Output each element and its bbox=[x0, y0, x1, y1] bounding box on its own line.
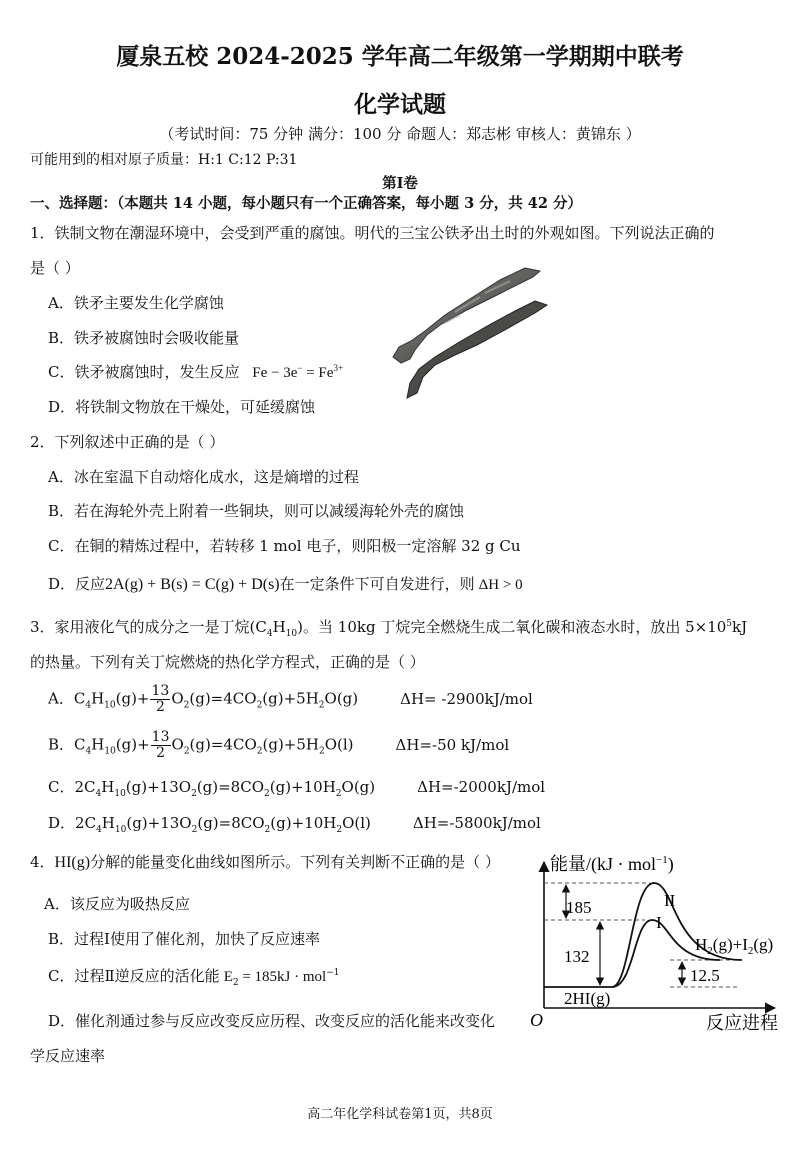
q2-option-a: A．冰在室温下自动熔化成水，这是熵增的过程 bbox=[48, 468, 359, 486]
q3-option-d-dh: ΔH=-5800kJ/mol bbox=[412, 814, 541, 832]
curve-II-label: II bbox=[664, 891, 676, 910]
q3-option-c-dh: ΔH=-2000kJ/mol bbox=[417, 778, 546, 796]
q3-stem-line2: 的热量。下列有关丁烷燃烧的热化学方程式，正确的是（ ） bbox=[30, 653, 425, 671]
q1-stem-line2: 是（ ） bbox=[30, 259, 80, 277]
volume-heading: 第Ⅰ卷 bbox=[382, 175, 418, 192]
exam-subtitle: 化学试题 bbox=[354, 91, 446, 118]
q4-option-a: A．该反应为吸热反应 bbox=[44, 895, 190, 913]
q4-option-d-line1: D．催化剂通过参与反应改变反应历程、改变反应的活化能来改变化 bbox=[48, 1012, 496, 1030]
origin-label: O bbox=[530, 1010, 543, 1030]
q3-option-a-dh: ΔH= -2900kJ/mol bbox=[400, 689, 533, 708]
q2-option-d bbox=[48, 573, 523, 594]
q3-option-a-fraction: $\frac{13}{2}$ bbox=[151, 683, 170, 715]
value-185: 185 bbox=[566, 898, 592, 917]
q3-option-b-dh: ΔH=-50 kJ/mol bbox=[395, 735, 510, 754]
q3-option-c: C．$2C_4H_{10}(g)+13O_2(g)=8CO_2(g)+10H_2O(g)$ ΔH=-2000kJ/mol bbox=[48, 778, 546, 799]
value-132: 132 bbox=[564, 947, 590, 966]
atomic-masses: 可能用到的相对原子质量：H:1 C:12 P:31 bbox=[30, 152, 298, 168]
q2-option-d-condition: ΔH > 0 bbox=[478, 577, 523, 593]
q3-option-a: A．$C_4H_{10}(g)+$ $\frac{13}{2}$ $O_2(g)=4CO_2(g)+5H_2O(g)$ ΔH= -2900kJ/mol bbox=[48, 683, 533, 715]
reactant-label: 2HI(g) bbox=[564, 989, 611, 1008]
q2-option-d-text: 在一定条件下可自发进行，则 bbox=[279, 575, 475, 593]
value-12-5: 12.5 bbox=[690, 966, 720, 985]
q4-option-d-line2: 学反应速率 bbox=[30, 1047, 106, 1065]
y-axis-label: 能量/(kJ · mol$^{-1}$) bbox=[550, 854, 674, 874]
q4-stem: 4．HI(g)分解的能量变化曲线如图所示。下列有关判断不正确的是（ ） bbox=[30, 853, 500, 871]
exam-title: 厦泉五校 2024-2025 学年高二年级第一学期期中联考 bbox=[116, 43, 684, 70]
q2-option-d-equation: 2A(g) + B(s) = C(g) + D(s) bbox=[105, 576, 280, 593]
q2-stem: 2．下列叙述中正确的是（ ） bbox=[30, 433, 225, 451]
q3-stem-line1: 3．家用液化气的成分之一是丁烷$(C_4H_{10})$。当 10kg 丁烷完全燃烧生成二氧化碳和液态水时，放出 $5\times 10^5kJ$ bbox=[30, 618, 748, 639]
x-axis-label: 反应进程 bbox=[706, 1013, 778, 1033]
q1-option-b: B．铁矛被腐蚀时会吸收能量 bbox=[48, 329, 240, 347]
product-label: $H_2(g)+I_2(g)$ bbox=[695, 935, 774, 957]
q3-option-b-fraction: $\frac{13}{2}$ bbox=[151, 729, 170, 761]
exam-info: （考试时间：75 分钟 满分：100 分 命题人：郑志彬 审核人：黄锦东 ） bbox=[159, 125, 641, 143]
q1-option-a: A．铁矛主要发生化学腐蚀 bbox=[48, 294, 224, 312]
q1-option-c bbox=[48, 361, 343, 382]
section-heading: 一、选择题：（本题共 14 小题，每小题只有一个正确答案，每小题 3 分，共 42 分） bbox=[30, 195, 582, 212]
q1-option-c-text: C．铁矛被腐蚀时，发生反应 bbox=[48, 363, 240, 381]
q1-stem-line1: 1．铁制文物在潮湿环境中，会受到严重的腐蚀。明代的三宝公铁矛出土时的外观如图。下列说法正确的 bbox=[30, 224, 715, 242]
page-footer: 高二年化学科试卷第1页，共8页 bbox=[307, 1107, 493, 1122]
q2-option-b: B．若在海轮外壳上附着一些铜块，则可以减缓海轮外壳的腐蚀 bbox=[48, 502, 465, 520]
q2-option-c: C．在铜的精炼过程中，若转移 1 mol 电子，则阳极一定溶解 32 g Cu bbox=[48, 537, 521, 555]
q3-option-b: B．$C_4H_{10}(g)+$ $\frac{13}{2}$ $O_2(g)=4CO_2(g)+5H_2O(l)$ ΔH=-50 kJ/mol bbox=[48, 729, 510, 761]
q1-option-d: D．将铁制文物放在干燥处，可延缓腐蚀 bbox=[48, 398, 316, 416]
curve-I-label: I bbox=[656, 913, 662, 932]
q3-option-d: D．$2C_4H_{10}(g)+13O_2(g)=8CO_2(g)+10H_2O(l)$ ΔH=-5800kJ/mol bbox=[48, 814, 541, 835]
q1-option-c-equation: $Fe - 3e^- = Fe^{3+}$ bbox=[252, 363, 344, 381]
q4-option-c: C．过程Ⅱ逆反应的活化能 $E_2 = 185kJ \cdot mol^{-1}$ bbox=[48, 967, 340, 988]
q2-option-d-label: D．反应 bbox=[48, 575, 106, 593]
iron-spear-image bbox=[385, 265, 560, 400]
q4-option-b: B．过程Ⅰ使用了催化剂，加快了反应速率 bbox=[48, 930, 320, 948]
energy-diagram bbox=[520, 848, 795, 1038]
